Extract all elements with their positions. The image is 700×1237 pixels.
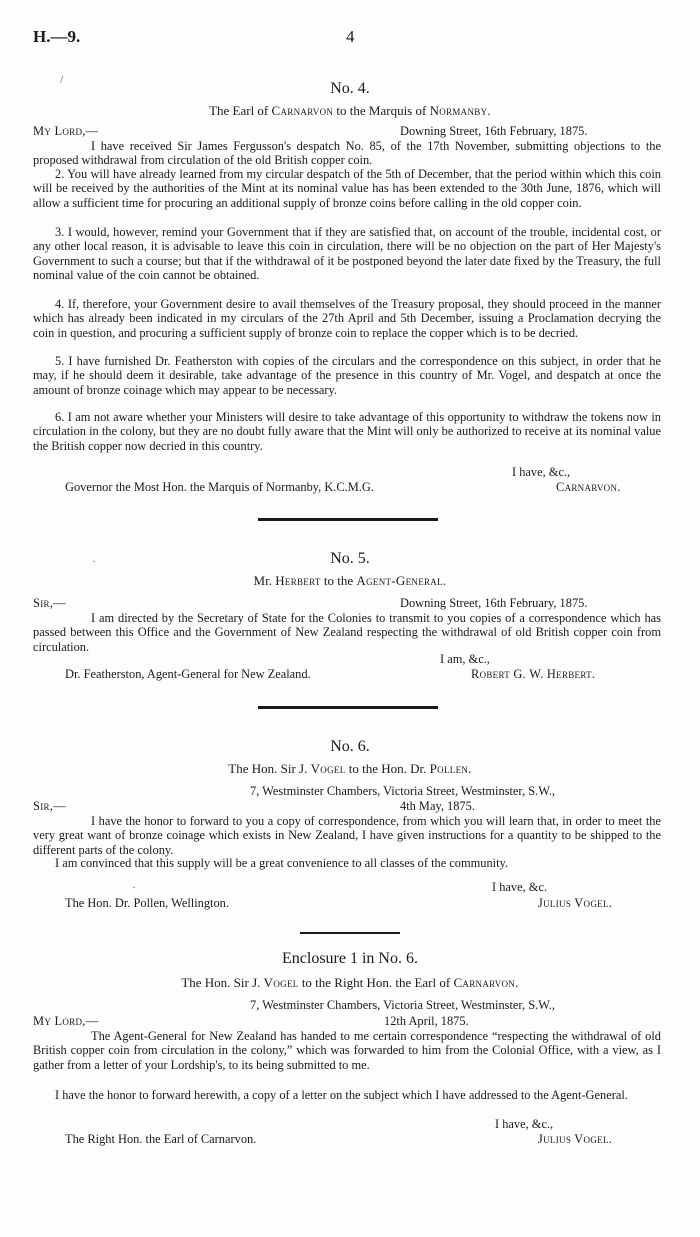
addressee-no5: Dr. Featherston, Agent-General for New Zealand. — [65, 667, 311, 681]
addressee-no6: The Hon. Dr. Pollen, Wellington. — [65, 896, 229, 910]
page-identifier: H.—9. — [33, 27, 81, 46]
signature-no4: Carnarvon. — [556, 480, 621, 494]
section-divider — [258, 518, 438, 521]
paragraph: 3. I would, however, remind your Government that if they are satisfied that, on account of the trouble, incidental cost, or any other local reason, it is advisable to leave this coin in circulation, there will be no objection on the part of Her Majesty's Government to such a course; but that if the withdrawal of it be postponed beyond the later date fixed by the Treasury, the full nominal value of the coin cannot be obtained. — [33, 225, 661, 283]
paragraph: I have the honor to forward to you a copy of correspondence, from which you will learn that, in order to meet the very great want of bronze coinage which exists in New Zealand, I have given instructions for a quantity to be shipped to the different parts of the colony. — [33, 814, 661, 857]
section-subheading-no6: The Hon. Sir J. Vogel to the Hon. Dr. Pollen. — [228, 761, 472, 776]
closing-no6: I have, &c. — [492, 880, 548, 894]
paragraph: I am convinced that this supply will be a great convenience to all classes of the community. — [55, 856, 509, 870]
paragraph: 4. If, therefore, your Government desire to avail themselves of the Treasury proposal, they should proceed in the manner which has already been indicated in my circulars of the 27th April and 5th December, issuing a Proclamation decrying the coin in question, and procuring a sufficient supply of bronze coin to replace the copper which is to be decried. — [33, 297, 661, 340]
salutation-enclosure: My Lord,— — [33, 1014, 99, 1028]
salutation-no5: Sir,— — [33, 596, 66, 610]
signature-no5: Robert G. W. Herbert. — [471, 667, 596, 681]
date-enclosure: 12th April, 1875. — [384, 1014, 469, 1028]
section-subheading-no5: Mr. Herbert to the Agent-General. — [253, 573, 447, 588]
signature-no6: Julius Vogel. — [538, 896, 613, 910]
salutation-no4: My Lord,— — [33, 124, 99, 138]
section-heading-no5: No. 5. — [330, 550, 370, 567]
section-heading-no6: No. 6. — [330, 738, 370, 755]
closing-enclosure: I have, &c., — [495, 1117, 554, 1131]
date-no5: Downing Street, 16th February, 1875. — [400, 596, 588, 610]
ink-dot-icon: · — [132, 880, 136, 894]
closing-no4: I have, &c., — [512, 465, 571, 479]
date-no6: 4th May, 1875. — [400, 799, 475, 813]
salutation-no6: Sir,— — [33, 799, 66, 813]
addressee-no4: Governor the Most Hon. the Marquis of Normanby, K.C.M.G. — [65, 480, 374, 494]
paragraph: 5. I have furnished Dr. Featherston with copies of the circulars and the correspondence on this subject, in order that he may, if he should deem it desirable, take advantage of the presence in this country of Mr. Vogel, and despatch at once the amount of bronze coinage which may appear to be necessary. — [33, 354, 661, 397]
date-no4: Downing Street, 16th February, 1875. — [400, 124, 588, 138]
paragraph: I am directed by the Secretary of State for the Colonies to transmit to you copies of a correspondence which has passed between this Office and the Government of New Zealand respecting the withdrawal of old British copper coin from circulation. — [33, 611, 661, 654]
section-subheading-enclosure: The Hon. Sir J. Vogel to the Right Hon. the Earl of Carnarvon. — [181, 975, 519, 990]
paragraph: I have the honor to forward herewith, a copy of a letter on the subject which I have addressed to the Agent-General. — [55, 1088, 628, 1102]
page-number: 4 — [346, 27, 355, 46]
closing-no5: I am, &c., — [440, 652, 490, 666]
section-heading-no4: No. 4. — [330, 80, 370, 97]
section-heading-enclosure: Enclosure 1 in No. 6. — [282, 950, 418, 967]
ink-dot-icon: · — [92, 554, 96, 568]
paragraph: The Agent-General for New Zealand has handed to me certain correspondence “respecting the withdrawal of old British copper coin from circulation in the colony,” which was forwarded to him from the Colonial Office, with a view, as I gather from a letter of your Lordship's, to its being submitted to me. — [33, 1029, 661, 1072]
address-no6: 7, Westminster Chambers, Victoria Street, Westminster, S.W., — [250, 784, 556, 798]
section-divider — [258, 706, 438, 709]
address-enclosure: 7, Westminster Chambers, Victoria Street, Westminster, S.W., — [250, 998, 556, 1012]
paragraph: I have received Sir James Fergusson's despatch No. 85, of the 17th November, submitting objections to the proposed withdrawal from circulation of the old British copper coin. — [33, 139, 661, 168]
paragraph: 6. I am not aware whether your Ministers will desire to take advantage of this opportunity to withdraw the tokens now in circulation in the colony, but they are no doubt fully aware that the Mint will only be authorized to receive at its nominal value the British copper now decried in this country. — [33, 410, 661, 453]
signature-enclosure: Julius Vogel. — [538, 1132, 613, 1146]
section-subheading-no4: The Earl of Carnarvon to the Marquis of Normanby. — [209, 103, 491, 118]
pencil-mark-icon: / — [60, 72, 64, 86]
section-divider — [300, 932, 400, 934]
paragraph: 2. You will have already learned from my circular despatch of the 5th of December, that the period within which this coin will be received by the authorities of the Mint at its nominal value has has been extended to the 30th June, 1876, which will allow a sufficient time for procuring an additional supply of bronze coins before calling in the old copper coin. — [33, 167, 661, 210]
addressee-enclosure: The Right Hon. the Earl of Carnarvon. — [65, 1132, 257, 1146]
